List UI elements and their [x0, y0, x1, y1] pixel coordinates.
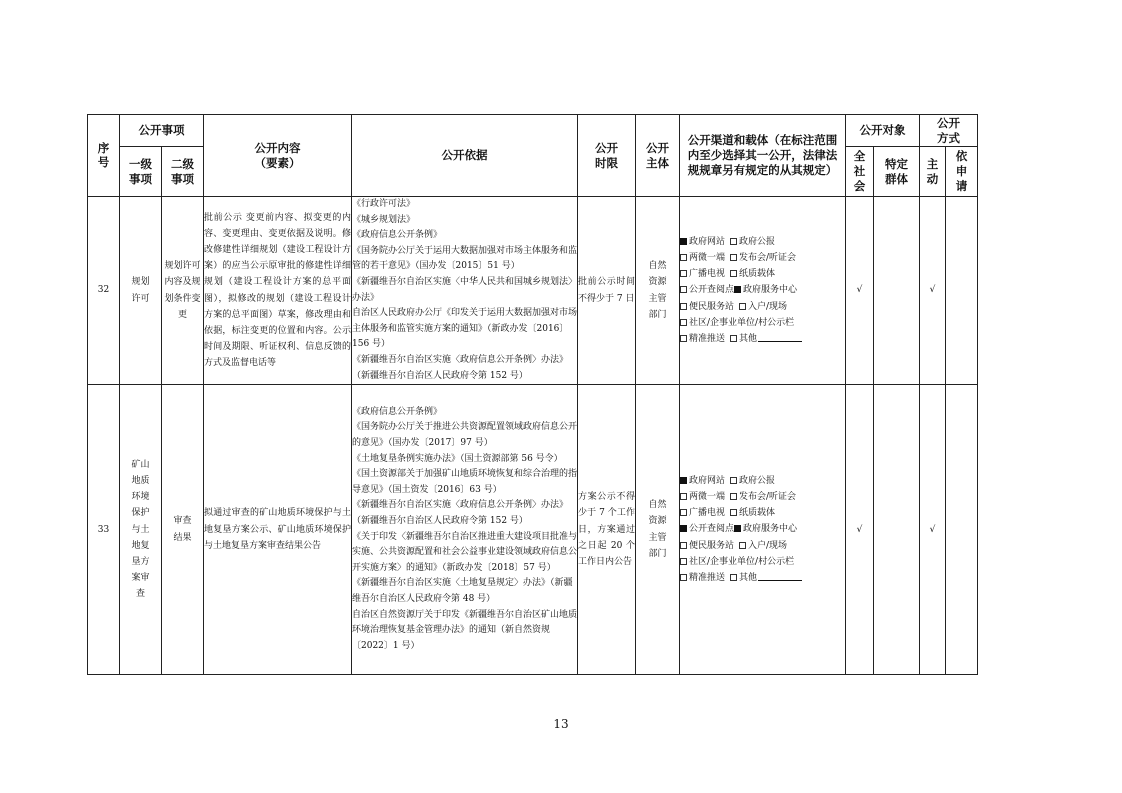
row-basis: 《政府信息公开条例》 《国务院办公厅关于推进公共资源配置领域政府信息公开的意见》（国办发〔2017〕97 号） 《土地复垦条例实施办法》（国土资源部第 56 号令） 《国土资源部关于加强矿山地质环境恢复和综合治理的指导意见》（国土资发〔2016〕63 号） 《新疆维吾尔自治区实施〈政府信息公开条例〉办法》（新疆维吾尔自治区人民政府令第 152 号） 《关于印发〈新疆维吾尔自治区推进重大建设项目批准与实施、公共资源配置和社会公益事业建设领域政府信息公开实施方案〉的通知》（新政办发〔2018〕57 号） 《新疆维吾尔自治区实施〈土地复垦规定〉办法》（新疆维吾尔自治区人民政府令第 48 号） 自治区自然资源厅关于印发《新疆维吾尔自治区矿山地质环境治理恢复基金管理办法》的通知（新自然资规〔2022〕1 号）: [352, 385, 578, 675]
checkbox-icon: [680, 303, 687, 310]
channel-line: [680, 570, 845, 586]
channel-line: [680, 489, 845, 505]
checkbox-icon: [730, 270, 737, 277]
row-basis: 《行政许可法》 《城乡规划法》 《政府信息公开条例》 《国务院办公厅关于运用大数据加强对市场主体服务和监管的若干意见》（国办发〔2015〕51 号） 《新疆维吾尔自治区实施〈中华人民共和国城乡规划法〉办法》 自治区人民政府办公厅《印发关于运用大数据加强对市场主体服务和监管实施方案的通知》（新政办发〔2016〕156 号） 《新疆维吾尔自治区实施〈政府信息公开条例〉办法》（新疆维吾尔自治区人民政府令第 152 号）: [352, 197, 578, 385]
channel-option: 政府服务中心: [734, 524, 797, 534]
channel-option: 入户/现场: [739, 302, 787, 312]
header-mode-request: 依申请: [946, 147, 978, 197]
row-level2: 规划许可内容及规划条件变更: [162, 197, 204, 385]
fill-in-blank: [758, 331, 802, 342]
channel-line: [680, 282, 845, 298]
checkbox-icon: [680, 574, 687, 581]
row-content: 批前公示 变更前内容、拟变更的内容、变更理由、变更依据及说明。修改修建性详细规划（建设工程设计方案）的应当公示原审批的修建性详细规划（建设工程设计方案的总平面图），拟修改的规划（建设工程设计方案的总平面图）草案，修改理由和依据，标注变更的位置和内容。公示时间及期限、听证权利、信息反馈的方式及监督电话等: [204, 197, 352, 385]
checked-box-icon: [734, 286, 741, 293]
row-target-specific: [874, 385, 920, 675]
header-item-group: 公开事项: [120, 115, 204, 147]
header-limit: 公开时限: [578, 115, 636, 197]
channel-option: 公开查阅点: [680, 524, 734, 534]
row-level2: 审查 结果: [162, 385, 204, 675]
checkbox-icon: [680, 319, 687, 326]
row-mode-request: [946, 385, 978, 675]
channel-option: 社区/企事业单位/村公示栏: [680, 318, 794, 328]
channel-option: 入户/现场: [739, 541, 787, 551]
checkbox-icon: [739, 303, 746, 310]
header-target-specific: 特定群体: [874, 147, 920, 197]
row-target-all: √: [846, 385, 874, 675]
row-seq: 32: [88, 197, 120, 385]
channel-line: [680, 505, 845, 521]
checkbox-icon: [730, 493, 737, 500]
channel-line: [680, 234, 845, 250]
row-target-specific: [874, 197, 920, 385]
channel-option: 政府服务中心: [734, 285, 797, 295]
header-mode-active: 主动: [920, 147, 946, 197]
row-target-all: √: [846, 197, 874, 385]
channel-option: 纸质载体: [730, 508, 775, 518]
channel-line: [680, 331, 845, 347]
row-level1: 矿山地质环境保护与土地复垦方案审查: [120, 385, 162, 675]
header-content: 公开内容 （要素）: [204, 115, 352, 197]
checkbox-icon: [739, 542, 746, 549]
row-seq: 33: [88, 385, 120, 675]
channel-line: [680, 473, 845, 489]
checkbox-icon: [730, 509, 737, 516]
checkbox-icon: [680, 286, 687, 293]
header-seq: 序号: [88, 115, 120, 197]
checked-box-icon: [680, 477, 687, 484]
channel-option: 社区/企事业单位/村公示栏: [680, 557, 794, 567]
channel-option: 政府网站: [680, 476, 725, 486]
channel-option: 便民服务站: [680, 302, 734, 312]
checkbox-icon: [680, 335, 687, 342]
row-mode-request: [946, 197, 978, 385]
channel-line: [680, 538, 845, 554]
checkbox-icon: [680, 270, 687, 277]
checkbox-icon: [730, 477, 737, 484]
checkbox-icon: [730, 238, 737, 245]
row-level1: 规划 许可: [120, 197, 162, 385]
checkbox-icon: [680, 493, 687, 500]
checkbox-icon: [730, 574, 737, 581]
checked-box-icon: [680, 238, 687, 245]
channel-option: 两微一端: [680, 253, 725, 263]
channel-option: 其他: [730, 573, 802, 583]
checkbox-icon: [730, 335, 737, 342]
row-content: 拟通过审查的矿山地质环境保护与土地复垦方案公示、矿山地质环境保护与土地复垦方案审查结果公告: [204, 385, 352, 675]
header-mode-group: 公开方式: [920, 115, 978, 147]
row-mode-active: √: [920, 385, 946, 675]
row-limit: 方案公示不得少于 7 个工作日，方案通过之日起 20 个工作日内公告: [578, 385, 636, 675]
channel-option: 纸质载体: [730, 269, 775, 279]
fill-in-blank: [758, 570, 802, 581]
checkbox-icon: [680, 509, 687, 516]
page-number: 13: [553, 717, 569, 731]
checkbox-icon: [680, 558, 687, 565]
header-level1: 一级事项: [120, 147, 162, 197]
table-row: [88, 197, 978, 385]
row-limit: 批前公示时间不得少于 7 日: [578, 197, 636, 385]
channel-option: 发布会/听证会: [730, 253, 796, 263]
channel-line: [680, 266, 845, 282]
channel-option: 两微一端: [680, 492, 725, 502]
header-basis: 公开依据: [352, 115, 578, 197]
channel-option: 发布会/听证会: [730, 492, 796, 502]
channel-line: [680, 250, 845, 266]
header-channel: 公开渠道和载体（在标注范围内至少选择其一公开，法律法规规章另有规定的从其规定）: [680, 115, 846, 197]
channel-option: 精准推送: [680, 573, 725, 583]
header-target-group: 公开对象: [846, 115, 920, 147]
disclosure-table: [87, 114, 978, 675]
channel-option: 公开查阅点: [680, 285, 734, 295]
channel-option: 精准推送: [680, 334, 725, 344]
row-subject: 自然 资源 主管 部门: [636, 197, 680, 385]
channel-option: 政府公报: [730, 237, 775, 247]
channel-option: 便民服务站: [680, 541, 734, 551]
channel-line: [680, 521, 845, 537]
header-subject: 公开主体: [636, 115, 680, 197]
channel-line: [680, 299, 845, 315]
channel-line: [680, 315, 845, 331]
channel-line: [680, 554, 845, 570]
checkbox-icon: [730, 254, 737, 261]
checked-box-icon: [734, 525, 741, 532]
row-channel-list: [680, 197, 846, 385]
checked-box-icon: [680, 525, 687, 532]
channel-option: 其他: [730, 334, 802, 344]
channel-option: 广播电视: [680, 269, 725, 279]
row-channel-list: [680, 385, 846, 675]
channel-option: 政府公报: [730, 476, 775, 486]
header-level2: 二级事项: [162, 147, 204, 197]
row-subject: 自然 资源 主管 部门: [636, 385, 680, 675]
channel-option: 广播电视: [680, 508, 725, 518]
checkbox-icon: [680, 542, 687, 549]
channel-option: 政府网站: [680, 237, 725, 247]
header-target-all: 全社会: [846, 147, 874, 197]
table-row: [88, 385, 978, 675]
checkbox-icon: [680, 254, 687, 261]
row-mode-active: √: [920, 197, 946, 385]
